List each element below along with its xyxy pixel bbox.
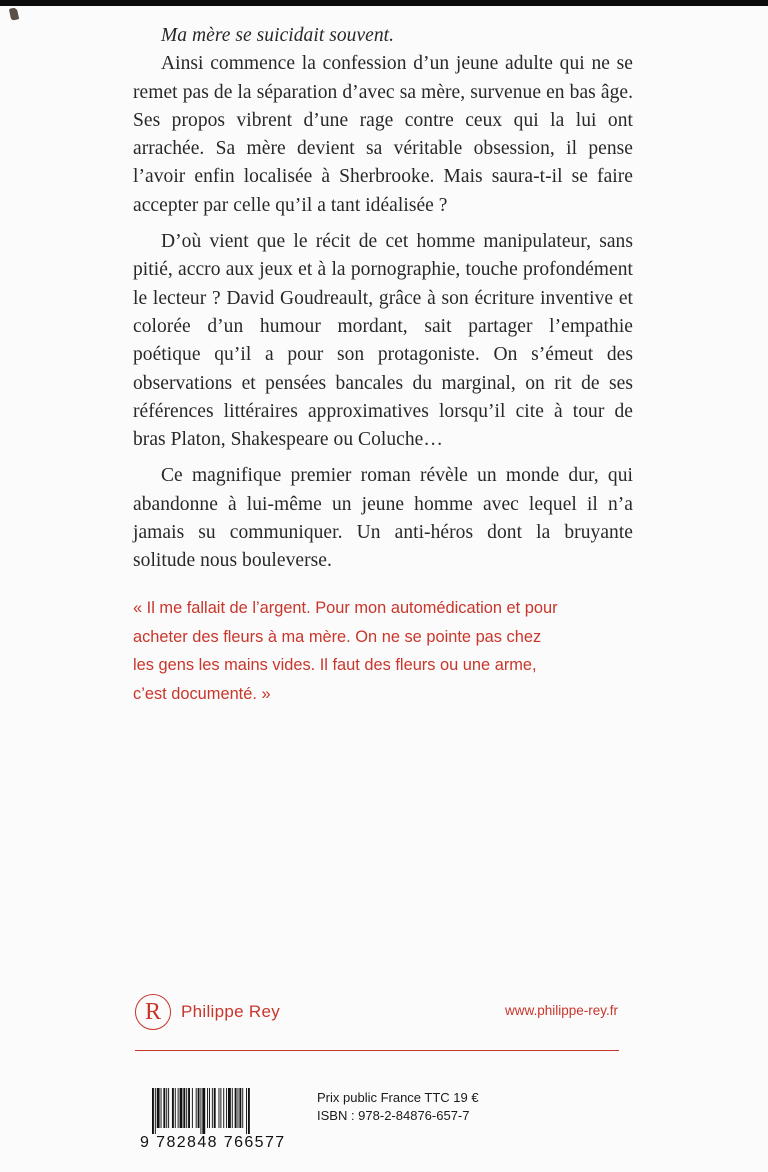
barcode-bar bbox=[202, 1088, 205, 1134]
barcode-bar bbox=[161, 1088, 162, 1128]
price-label: Prix public France TTC 19 € bbox=[317, 1090, 479, 1105]
blurb-paragraph-3: Ce magnifique premier roman révèle un monde dur, qui abandonne à lui-même un jeune homme avec lequel il n’a jamais su communiquer. Un anti-héros dont la bruyante solitude nous bouleverse. bbox=[133, 465, 633, 572]
barcode-bar bbox=[207, 1088, 208, 1128]
publisher-website[interactable]: www.philippe-rey.fr bbox=[504, 1003, 618, 1018]
barcode-bar bbox=[223, 1088, 224, 1128]
barcode-bar bbox=[192, 1088, 193, 1128]
barcode-bar bbox=[209, 1088, 210, 1128]
barcode-bar bbox=[155, 1088, 156, 1134]
barcode-bar bbox=[198, 1088, 200, 1128]
barcode-bar bbox=[188, 1088, 190, 1128]
barcode-bar bbox=[248, 1088, 250, 1134]
barcode-bar bbox=[220, 1088, 221, 1128]
barcode-bar bbox=[238, 1088, 239, 1128]
quote-line: « Il me fallait de l’argent. Pour mon automédication et pour bbox=[133, 599, 558, 617]
barcode-bar bbox=[235, 1088, 237, 1128]
barcode-icon bbox=[152, 1088, 290, 1134]
barcode-bar bbox=[157, 1088, 160, 1128]
barcode-bar bbox=[196, 1088, 197, 1128]
barcode-bar bbox=[178, 1088, 179, 1128]
barcode-bar bbox=[180, 1088, 183, 1128]
top-edge bbox=[0, 0, 768, 6]
quote-line: acheter des fleurs à ma mère. On ne se pointe pas chez bbox=[133, 627, 542, 646]
barcode-bar bbox=[175, 1088, 176, 1128]
epigraph: Ma mère se suicidait souvent. bbox=[161, 25, 395, 46]
barcode-bar bbox=[212, 1088, 213, 1128]
barcode-bar bbox=[239, 1088, 241, 1128]
blurb-paragraph-2: D’où vient que le récit de cet homme manipulateur, sans pitié, accro aux jeux et à la pornographie, touche profondément le lecteur ? David Goudreault, grâce à son écriture inventive et colorée d’un humour mordant, sait partager l’empathie poétique qu’il a pour son protagoniste. On s’émeut des observations et pensées bancales du marginal, on rit de ses références littéraires approximatives lorsqu’il cite à tour de bras Platon, Shakespeare ou Coluche… bbox=[133, 231, 633, 451]
price-isbn-block bbox=[317, 1089, 479, 1125]
barcode-bar bbox=[232, 1088, 233, 1128]
barcode-bar bbox=[246, 1088, 247, 1134]
barcode-bar bbox=[186, 1088, 187, 1128]
divider-line bbox=[135, 1050, 619, 1051]
barcode-bar bbox=[226, 1088, 227, 1128]
back-cover-blurb bbox=[133, 22, 633, 584]
publisher-name: Philippe Rey bbox=[181, 1002, 281, 1021]
quote-line: les gens les mains vides. Il faut des fleurs ou une arme, bbox=[133, 656, 537, 675]
publisher-logo-icon bbox=[135, 994, 171, 1030]
barcode-bar bbox=[183, 1088, 185, 1128]
barcode-bar bbox=[168, 1088, 169, 1128]
corner-wear-mark bbox=[9, 7, 19, 20]
barcode-bar bbox=[228, 1088, 231, 1128]
barcode-bar bbox=[214, 1088, 216, 1128]
pull-quote bbox=[133, 594, 633, 709]
barcode-bar bbox=[242, 1088, 243, 1128]
blurb-paragraph-1: Ainsi commence la confession d’un jeune adulte qui ne se remet pas de la séparation d’avec sa mère, survenue en bas âge. Ses propos vibrent d’une rage contre ceux qui la lui ont arrachée. Sa mère devient sa véritable obsession, il pense l’avoir enfin localisée à Sherbrooke. Mais saura-t-il se faire accepter par celle qu’il a tant idéalisée ? bbox=[133, 53, 633, 216]
barcode-bar bbox=[219, 1088, 220, 1128]
barcode-bar bbox=[166, 1088, 167, 1128]
publisher-block bbox=[135, 992, 280, 1032]
barcode-digits: 9 782848 766577 bbox=[140, 1134, 286, 1151]
isbn-label: ISBN : 978-2-84876-657-7 bbox=[317, 1108, 470, 1123]
barcode-bar bbox=[163, 1088, 165, 1128]
barcode-bar bbox=[172, 1088, 174, 1128]
logo-letter: R bbox=[144, 998, 161, 1025]
barcode-bar bbox=[152, 1088, 154, 1134]
barcode-bar bbox=[200, 1088, 201, 1134]
quote-line: c’est documenté. » bbox=[133, 685, 271, 704]
